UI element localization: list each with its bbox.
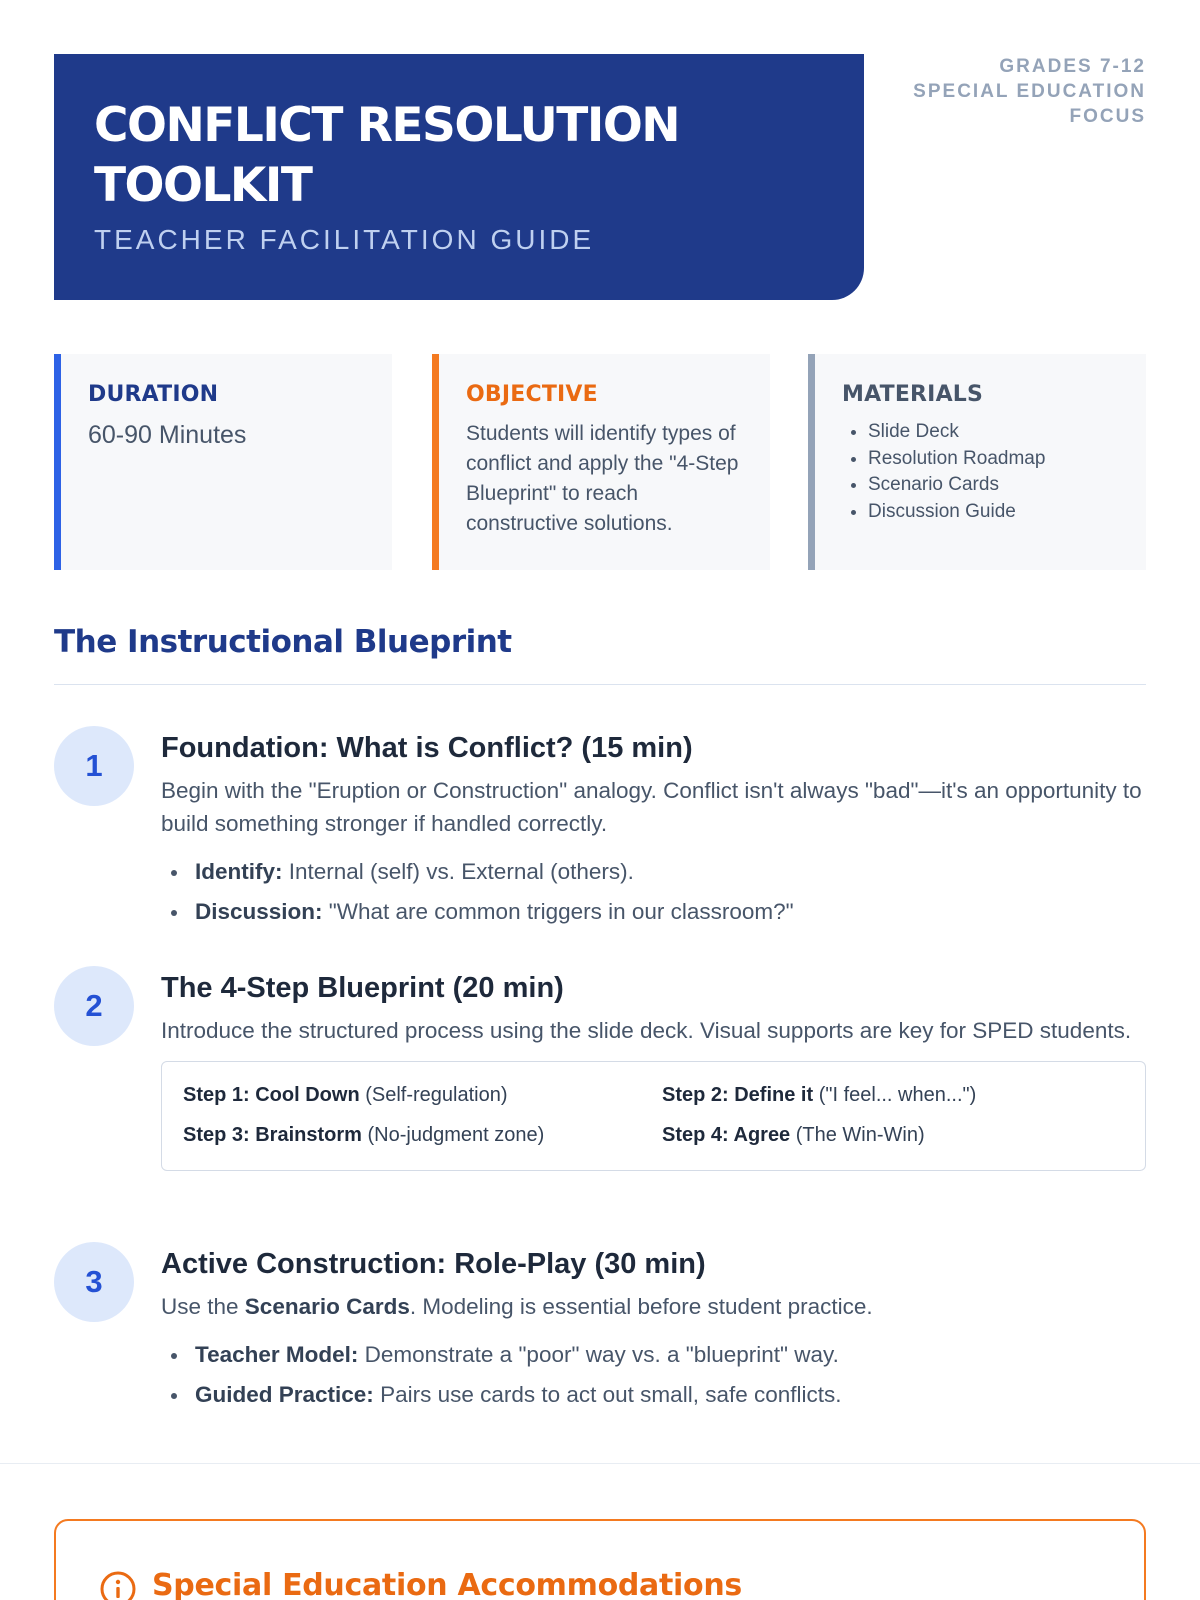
accommodations-title: Special Education Accommodations (152, 1568, 742, 1600)
step-note: ("I feel... when...") (813, 1084, 977, 1106)
section-heading: The Instructional Blueprint (54, 624, 512, 660)
materials-item: • Discussion Guide (868, 499, 1120, 526)
step-description (161, 1290, 1146, 1323)
objective-label: OBJECTIVE (466, 382, 598, 407)
bullet-item (161, 1335, 1146, 1375)
objective-text: Students will identify types of conflict and apply the "4-Step Blueprint" to reach constructive solutions. (466, 422, 739, 535)
bullet-item (161, 852, 1146, 892)
grades-tag (866, 54, 1146, 129)
materials-item: • Scenario Cards (868, 472, 1120, 499)
step-bullets (161, 852, 1146, 932)
step-title: Active Construction: Role-Play (30 min) (161, 1248, 706, 1280)
page-divider (0, 1463, 1200, 1464)
step-number-badge: 1 (54, 726, 134, 806)
step-note: (The Win-Win) (790, 1124, 925, 1146)
materials-label: MATERIALS (842, 382, 984, 407)
page-subtitle: TEACHER FACILITATION GUIDE (94, 224, 595, 255)
info-cards (54, 354, 1146, 570)
step-label: Step 1: Cool Down (183, 1084, 360, 1106)
step-title: The 4-Step Blueprint (20 min) (161, 972, 564, 1004)
blueprint-step (183, 1124, 544, 1147)
step-title: Foundation: What is Conflict? (15 min) (161, 732, 693, 764)
desc-pre: Use the (161, 1294, 245, 1319)
materials-list (842, 419, 1120, 525)
duration-label: DURATION (88, 382, 219, 407)
info-icon (100, 1571, 136, 1600)
materials-item: • Resolution Roadmap (868, 446, 1120, 473)
step-note: (No-judgment zone) (361, 1124, 545, 1146)
step-label: Step 3: Brainstorm (183, 1124, 362, 1146)
bullet-text: Pairs use cards to act out small, safe conflicts. (373, 1382, 842, 1407)
objective-card (432, 354, 770, 570)
bullet-bold: Teacher Model: (195, 1342, 359, 1367)
bullet-item (161, 1375, 1146, 1415)
step-description: Introduce the structured process using the slide deck. Visual supports are key for SPED students. (161, 1018, 1132, 1043)
step-label: Step 4: Agree (662, 1124, 791, 1146)
blueprint-step (183, 1084, 508, 1107)
materials-item: • Slide Deck (868, 419, 1120, 446)
step-label: Step 2: Define it (662, 1084, 814, 1106)
step-1 (54, 726, 1146, 926)
step-note: (Self-regulation) (359, 1084, 508, 1106)
bullet-text: "What are common triggers in our classroom?" (322, 899, 794, 924)
duration-card (54, 354, 392, 570)
grades-line: GRADES 7-12 (999, 56, 1146, 77)
header-banner (54, 54, 864, 300)
duration-value: 60-90 Minutes (88, 421, 247, 449)
bullet-item (161, 892, 1146, 932)
step-3 (54, 1242, 1146, 1422)
accommodations-box (54, 1519, 1146, 1600)
blueprint-step (662, 1084, 976, 1107)
step-description: Begin with the "Eruption or Construction" analogy. Conflict isn't always "bad"—it's an opportunity to build something stronger if handled correctly. (161, 778, 1142, 836)
bullet-text: Internal (self) vs. External (others). (282, 859, 634, 884)
step-bullets (161, 1335, 1146, 1415)
bullet-bold: Guided Practice: (195, 1382, 374, 1407)
blueprint-step (662, 1124, 925, 1147)
blueprint-steps-box (161, 1061, 1146, 1171)
page-title: CONFLICT RESOLUTION TOOLKIT (94, 98, 680, 213)
bullet-bold: Identify: (195, 859, 283, 884)
materials-card (808, 354, 1146, 570)
step-number-badge: 3 (54, 1242, 134, 1322)
focus-line: SPECIAL EDUCATION (913, 81, 1146, 102)
step-body (161, 1242, 1146, 1415)
bullet-text: Demonstrate a "poor" way vs. a "blueprint" way. (358, 1342, 839, 1367)
step-number-badge: 2 (54, 966, 134, 1046)
desc-post: . Modeling is essential before student practice. (409, 1294, 873, 1319)
section-divider (54, 684, 1146, 685)
step-2 (54, 966, 1146, 1206)
focus-line-2: FOCUS (1069, 106, 1146, 127)
desc-bold: Scenario Cards (244, 1294, 410, 1319)
bullet-bold: Discussion: (195, 899, 323, 924)
step-body (161, 726, 1146, 932)
step-body (161, 966, 1146, 1171)
